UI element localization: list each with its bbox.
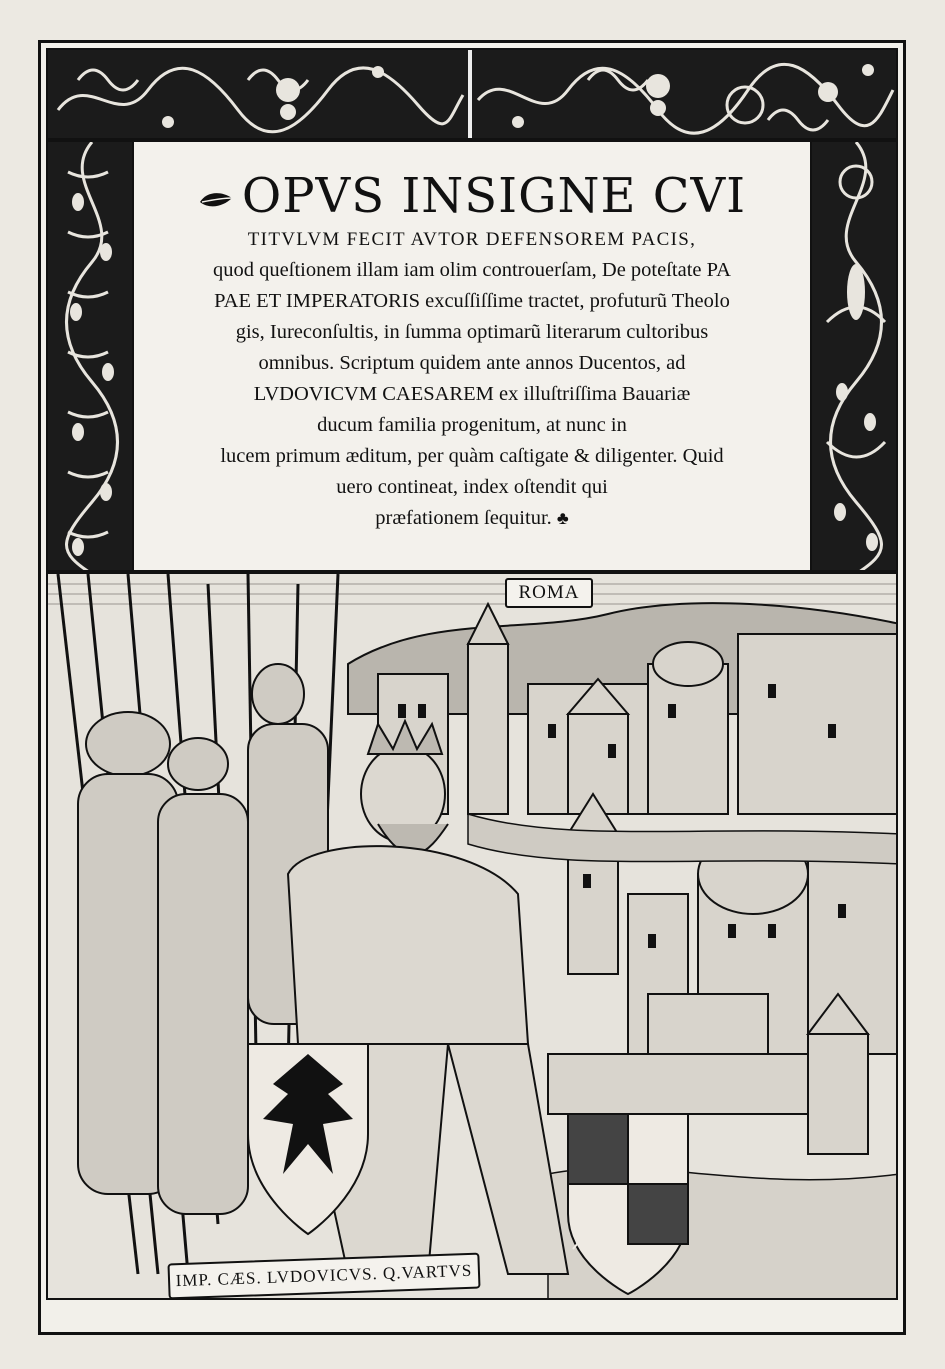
title-text-block [134,140,810,572]
title-line-7: ducum familia progenitum, at nunc in [317,414,627,436]
woodcut-scene [48,574,898,1300]
roma-banner: ROMA [505,578,593,608]
title-line-5: omnibus. Scriptum quidem ante annos Ducentos, ad [258,352,686,374]
title-line-1: TITVLVM FECIT AVTOR DEFENSOREM PACIS, [247,229,697,250]
title-line-2: quod queſtionem illam iam olim controuerſam, De poteſtate PA [213,259,731,281]
title-line-10 [134,503,810,534]
foliage-ornament-top [48,50,898,140]
title-line-6: LVDOVICVM CAESAREM ex illuſtriſſima Bauariæ [253,383,691,405]
title-line-4: gis, Iureconſultis, in ſumma optimarũ literarum cultoribus [235,321,709,343]
leaf-fleuron-icon [198,188,236,212]
title-line-8: lucem primum æditum, per quàm caſtigate & diligenter. Quid [220,445,724,467]
right-ornamental-border [810,140,898,572]
title-line-3: PAE ET IMPERATORIS excuſſiſſime tractet, profuturũ Theolo [214,290,730,312]
emperor-name-banner: IMP. CÆS. LVDOVICVS. Q.VARTVS [167,1253,480,1300]
top-ornamental-border [46,48,898,140]
woodcut-illustration [46,572,898,1300]
headline-text: OPVS INSIGNE CVI [241,168,747,224]
left-ornamental-border [46,140,134,572]
foliage-ornament-left [48,142,134,572]
club-ornament-icon: ♣ [556,508,569,528]
foliage-ornament-right [812,142,898,572]
title-line-10-text: præfationem ſequitur. [375,507,552,529]
title-line-9: uero contineat, index oſtendit qui [336,476,608,498]
title-headline [134,168,810,224]
